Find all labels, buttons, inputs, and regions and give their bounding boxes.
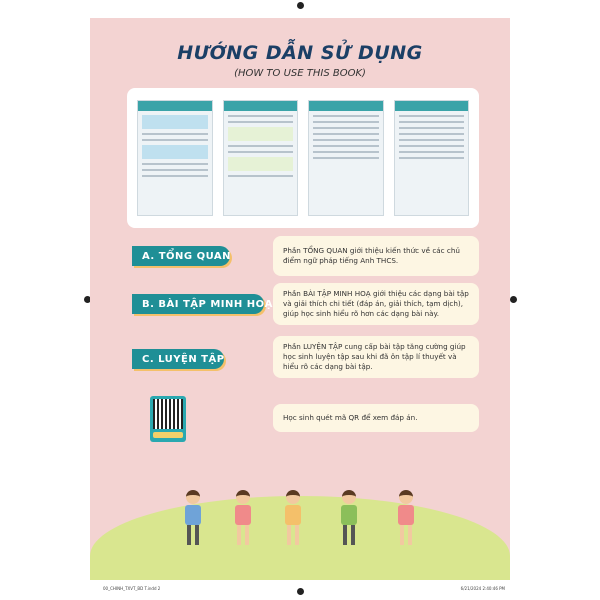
section-label-overview: A. TỔNG QUAN [132,246,230,266]
section-description-examples: Phần BÀI TẬP MINH HOẠ giới thiệu các dạng bài tập và giải thích chi tiết (đáp án, giải thích, tạm dịch), giúp học sinh hiểu rõ hơn các dạng bài này. [273,283,479,325]
book-page [90,18,510,580]
print-slug-date: 6/21/2024 2:40:46 PM [460,586,505,591]
book-preview-panel [127,88,479,228]
registration-mark [297,2,304,9]
section-label-practice: C. LUYỆN TẬP [132,349,224,369]
page-thumbnail [394,100,470,216]
section-description-overview: Phần TỔNG QUAN giới thiệu kiến thức về các chủ điểm ngữ pháp tiếng Anh THCS. [273,236,479,276]
print-slug-file: 00_CHINH_TXVT_BD T.indd 2 [103,586,161,591]
child-illustration [282,490,304,550]
qr-description: Học sinh quét mã QR để xem đáp án. [273,404,479,432]
page-title: HƯỚNG DẪN SỬ DỤNG [177,42,423,64]
registration-mark [510,296,517,303]
registration-mark [297,588,304,595]
child-illustration [395,490,417,550]
page-subtitle: (HOW TO USE THIS BOOK) [234,68,366,79]
page-thumbnail [137,100,213,216]
page-thumbnail [223,100,299,216]
child-illustration [338,490,360,550]
section-label-examples: B. BÀI TẬP MINH HOẠ [132,294,264,314]
child-illustration [182,490,204,550]
qr-code[interactable] [150,396,186,442]
child-illustration [232,490,254,550]
section-description-practice: Phần LUYỆN TẬP cung cấp bài tập tăng cường giúp học sinh luyện tập sau khi đã ôn tập lí thuyết và hiểu rõ các dạng bài tập. [273,336,479,378]
page-thumbnail [308,100,384,216]
